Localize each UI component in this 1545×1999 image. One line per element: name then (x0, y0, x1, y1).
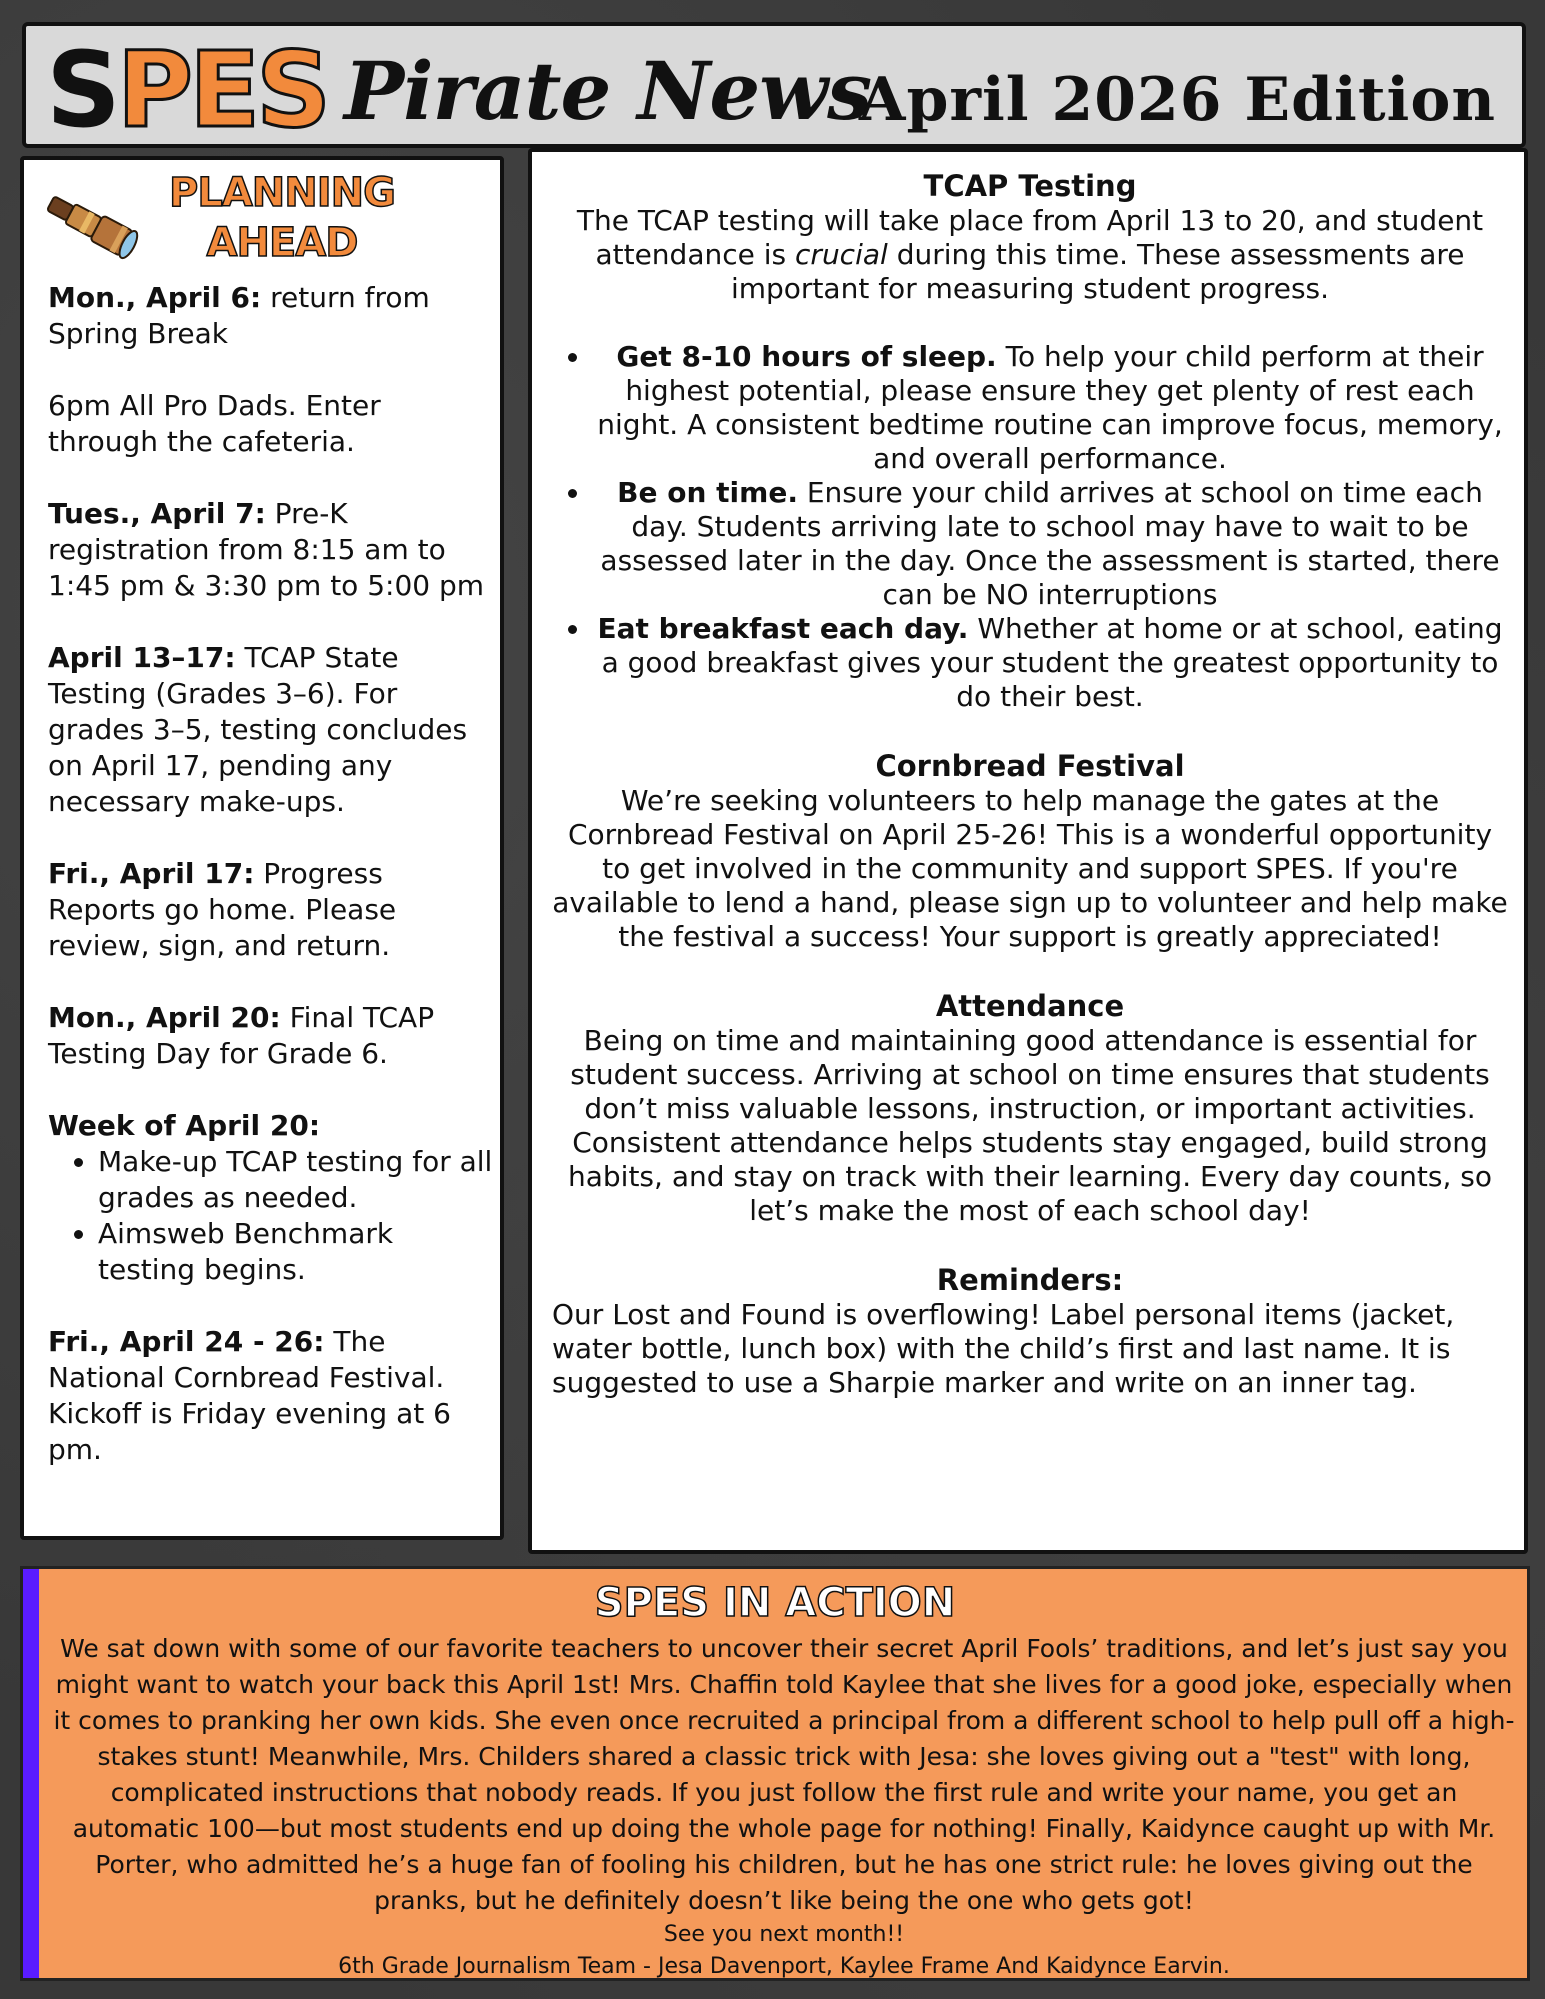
header-banner (22, 22, 1526, 151)
event-item (48, 856, 494, 964)
tip-text: Whether at home or at school, eating a good breakfast gives your student the greatest opportunity to do their best. (601, 612, 1503, 713)
cornbread-title: Cornbread Festival (875, 749, 1185, 783)
tcap-intro (552, 204, 1508, 306)
tcap-tip (592, 340, 1508, 476)
newsletter-title: Pirate News (344, 44, 872, 138)
tcap-tips (552, 340, 1508, 714)
event-bullet: • Make-up TCAP testing for all grades as needed. (98, 1144, 494, 1216)
tip-heading: Eat breakfast each day. (597, 612, 969, 645)
event-text: TCAP State Testing (Grades 3–6). For grades 3–5, testing concludes on April 17, pending any necessary make-ups. (48, 641, 468, 818)
event-item (48, 388, 494, 460)
tip-text: Ensure your child arrives at school on time each day. Students arriving late to school may have to wait to be assessed later in the day. Once the assessment is started, there can be NO interruptions (600, 476, 1500, 611)
event-text: Pre-K registration from 8:15 am to 1:45 pm & 3:30 pm to 5:00 pm (48, 497, 485, 602)
event-text: 6pm All Pro Dads. Enter through the cafeteria. (48, 389, 381, 458)
event-date: Fri., April 17: (48, 857, 255, 890)
event-bullet: • Aimsweb Benchmark testing begins. (98, 1216, 494, 1288)
event-text: Progress Reports go home. Please review, sign, and return. (48, 857, 397, 962)
news-content (552, 168, 1508, 1400)
planning-title-line1: PLANNING (169, 170, 395, 216)
tip-text: To help your child perform at their highest potential, please ensure they get plenty of rest each night. A consistent bedtime routine can improve focus, memory, and overall performance. (597, 340, 1503, 475)
attendance-text: Being on time and maintaining good attendance is essential for student success. Arriving at school on time ensures that students don’t miss valuable lessons, instruction, or important activities. Consistent attendance helps students stay engaged, build strong habits, and stay on track with their learning. Every day counts, so let’s make the most of each school day! (568, 1024, 1492, 1227)
side-accent-bar (23, 1569, 39, 1978)
event-item (48, 496, 494, 604)
planning-ahead-title (132, 168, 432, 268)
event-text: return from Spring Break (48, 281, 430, 350)
event-item (48, 280, 494, 352)
reminders-title: Reminders: (936, 1263, 1124, 1297)
action-credits: 6th Grade Journalism Team - Jesa Davenport, Kaylee Frame And Kaidynce Earvin. (338, 1954, 1230, 1979)
planning-ahead-panel (20, 156, 504, 1540)
cornbread-text: We’re seeking volunteers to help manage the gates at the Cornbread Festival on April 25-26! This is a wonderful opportunity to get involved in the community and support SPES. If you're available to lend a hand, please sign up to volunteer and help make the festival a success! Your support is greatly appreciated! (552, 784, 1508, 953)
event-item (48, 1000, 494, 1072)
spes-in-action-title: SPES IN ACTION (594, 1580, 956, 1626)
tcap-tip (592, 612, 1508, 714)
news-panel (528, 148, 1528, 1554)
logo-letters-pes: PES (116, 29, 328, 151)
reminders-text: Our Lost and Found is overflowing! Label personal items (jacket, water bottle, lunch box) with the child’s first and last name. It is suggested to use a Sharpie marker and write on an inner tag. (552, 1298, 1455, 1399)
event-date: Week of April 20: (48, 1109, 321, 1142)
tcap-intro-b: during this time. These assessments are important for measuring student progress. (730, 238, 1465, 305)
attendance-title: Attendance (935, 989, 1125, 1023)
tcap-title: TCAP Testing (923, 169, 1137, 203)
planning-title-line2: AHEAD (206, 220, 358, 266)
event-date: Tues., April 7: (48, 497, 266, 530)
tip-heading: Be on time. (617, 476, 798, 509)
event-item (48, 1108, 494, 1288)
tip-heading: Get 8-10 hours of sleep. (616, 340, 997, 373)
tcap-intro-a: The TCAP testing will take place from April 13 to 20, and student attendance is (576, 204, 1484, 271)
spes-in-action-panel (20, 1566, 1530, 1981)
event-date: Mon., April 20: (48, 1001, 281, 1034)
event-item (48, 1324, 494, 1468)
logo-letter-s: S (46, 29, 117, 151)
event-date: Fri., April 24 - 26: (48, 1325, 325, 1358)
event-bullets (48, 1144, 494, 1288)
spes-in-action-body (51, 1631, 1517, 1983)
event-date: April 13–17: (48, 641, 236, 674)
tcap-intro-emphasis: crucial (795, 238, 888, 271)
action-signoff: See you next month!! (663, 1922, 905, 1947)
event-text: Final TCAP Testing Day for Grade 6. (48, 1001, 435, 1070)
events-list (48, 280, 494, 1504)
event-item (48, 640, 494, 820)
event-text: The National Cornbread Festival. Kickoff is Friday evening at 6 pm. (48, 1325, 451, 1466)
tcap-tip (592, 476, 1508, 612)
edition-label: April 2026 Edition (858, 65, 1496, 135)
spes-logo (46, 29, 328, 151)
event-date: Mon., April 6: (48, 281, 262, 314)
action-story: We sat down with some of our favorite teachers to uncover their secret April Fools’ traditions, and let’s just say you might want to watch your back this April 1st! Mrs. Chaffin told Kaylee that she lives for a good joke, especially when it comes to pranking her own kids. She even once recruited a principal from a different school to help pull off a high-stakes stunt! Meanwhile, Mrs. Childers shared a classic trick with Jesa: she loves giving out a "test" with long, complicated instructions that nobody reads. If you just follow the first rule and write your name, you get an automatic 100—but most students end up doing the whole page for nothing! Finally, Kaidynce caught up with Mr. Porter, who admitted he’s a huge fan of fooling his children, but he has one strict rule: he loves giving out the pranks, but he definitely doesn’t like being the one who gets got! (53, 1634, 1515, 1915)
